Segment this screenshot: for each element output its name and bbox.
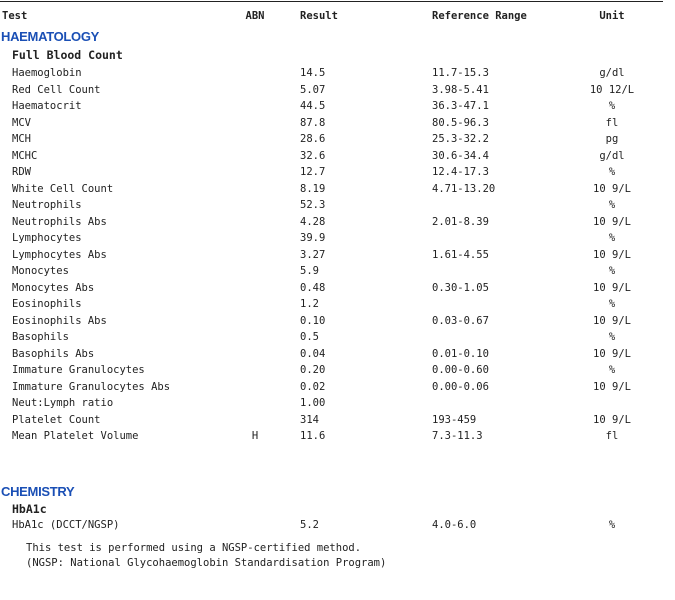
unit-value: fl bbox=[605, 116, 619, 129]
reference-range: 30.6-34.4 bbox=[432, 149, 489, 162]
test-name: Platelet Count bbox=[12, 413, 101, 426]
reference-range: 1.61-4.55 bbox=[432, 248, 489, 261]
table-row bbox=[0, 214, 675, 230]
reference-range: 2.01-8.39 bbox=[432, 215, 489, 228]
reference-range: 36.3-47.1 bbox=[432, 100, 489, 112]
header-abn: ABN bbox=[245, 10, 265, 22]
table-row bbox=[0, 82, 675, 98]
header-test: Test bbox=[2, 10, 28, 22]
test-name: Monocytes bbox=[12, 265, 69, 277]
unit-value: pg bbox=[605, 133, 619, 145]
table-row bbox=[0, 379, 675, 395]
panel-hba1c: HbA1c bbox=[12, 502, 47, 516]
reference-range: 12.4-17.3 bbox=[432, 166, 489, 178]
table-row bbox=[0, 164, 675, 180]
test-name: Neut:Lymph ratio bbox=[12, 397, 114, 409]
table-row bbox=[0, 98, 675, 114]
test-name: Neutrophils bbox=[12, 199, 82, 211]
table-row bbox=[0, 197, 675, 213]
reference-range: 0.30-1.05 bbox=[432, 281, 489, 294]
test-name: Immature Granulocytes Abs bbox=[12, 380, 171, 393]
test-name: Neutrophils Abs bbox=[12, 215, 107, 228]
table-row bbox=[0, 181, 675, 197]
table-row bbox=[0, 517, 675, 533]
test-name: HbA1c (DCCT/NGSP) bbox=[12, 519, 120, 531]
unit-value: % bbox=[608, 519, 616, 531]
result-value: 5.07 bbox=[300, 83, 326, 96]
ngsp-note: (NGSP: National Glycohaemoglobin Standardisation Program) bbox=[26, 557, 387, 569]
unit-value: fl bbox=[605, 430, 619, 442]
reference-range: 4.71-13.20 bbox=[432, 182, 496, 195]
table-row bbox=[0, 329, 675, 345]
table-row bbox=[0, 115, 675, 131]
result-value: 0.5 bbox=[300, 331, 319, 343]
test-name: MCHC bbox=[12, 149, 38, 162]
unit-value: 10 9/L bbox=[593, 380, 631, 393]
test-name: Red Cell Count bbox=[12, 83, 101, 96]
reference-range: 80.5-96.3 bbox=[432, 116, 489, 129]
unit-value: % bbox=[608, 100, 616, 112]
test-name: Lymphocytes Abs bbox=[12, 248, 107, 261]
result-value: 12.7 bbox=[300, 166, 326, 178]
header-reference-range: Reference Range bbox=[432, 10, 527, 22]
table-row bbox=[0, 296, 675, 312]
result-value: 5.2 bbox=[300, 519, 319, 531]
test-name: Basophils bbox=[12, 331, 69, 343]
unit-value: 10 12/L bbox=[589, 83, 635, 96]
test-name: Eosinophils bbox=[12, 298, 82, 310]
result-value: 28.6 bbox=[300, 133, 326, 145]
unit-value: 10 9/L bbox=[593, 413, 631, 426]
unit-value: 10 9/L bbox=[593, 281, 631, 294]
table-row bbox=[0, 346, 675, 362]
table-row bbox=[0, 280, 675, 296]
section-haematology: HAEMATOLOGY bbox=[1, 29, 100, 44]
table-row bbox=[0, 362, 675, 378]
unit-value: % bbox=[608, 265, 616, 277]
unit-value: % bbox=[608, 199, 616, 211]
test-name: Lymphocytes bbox=[12, 232, 82, 244]
test-name: Haematocrit bbox=[12, 100, 82, 112]
table-header bbox=[0, 8, 675, 24]
result-value: 8.19 bbox=[300, 182, 326, 195]
reference-range: 0.01-0.10 bbox=[432, 347, 489, 360]
abnormal-flag: H bbox=[251, 430, 259, 442]
reference-range: 25.3-32.2 bbox=[432, 133, 489, 145]
unit-value: g/dl bbox=[599, 149, 625, 162]
test-name: MCV bbox=[12, 116, 31, 129]
reference-range: 11.7-15.3 bbox=[432, 67, 489, 79]
result-value: 0.10 bbox=[300, 314, 326, 327]
test-name: Monocytes Abs bbox=[12, 281, 95, 294]
unit-value: 10 9/L bbox=[593, 215, 631, 228]
test-name: MCH bbox=[12, 133, 31, 145]
reference-range: 4.0-6.0 bbox=[432, 519, 477, 531]
result-value: 4.28 bbox=[300, 215, 326, 228]
result-value: 0.20 bbox=[300, 364, 326, 376]
result-value: 14.5 bbox=[300, 67, 326, 79]
result-value: 32.6 bbox=[300, 149, 326, 162]
result-value: 44.5 bbox=[300, 100, 326, 112]
reference-range: 193-459 bbox=[432, 413, 477, 426]
unit-value: 10 9/L bbox=[593, 314, 631, 327]
table-row bbox=[0, 263, 675, 279]
unit-value: 10 9/L bbox=[593, 182, 631, 195]
result-value: 5.9 bbox=[300, 265, 319, 277]
table-row bbox=[0, 395, 675, 411]
result-value: 1.00 bbox=[300, 397, 326, 409]
reference-range: 0.00-0.60 bbox=[432, 364, 489, 376]
test-name: Basophils Abs bbox=[12, 347, 95, 360]
header-result: Result bbox=[300, 10, 338, 22]
table-row bbox=[0, 131, 675, 147]
test-name: Mean Platelet Volume bbox=[12, 430, 139, 442]
result-value: 0.48 bbox=[300, 281, 326, 294]
header-unit: Unit bbox=[599, 10, 625, 22]
result-value: 0.04 bbox=[300, 347, 326, 360]
unit-value: % bbox=[608, 298, 616, 310]
test-name: Immature Granulocytes bbox=[12, 364, 145, 376]
result-value: 11.6 bbox=[300, 430, 326, 442]
unit-value: % bbox=[608, 331, 616, 343]
test-name: RDW bbox=[12, 166, 31, 178]
unit-value: g/dl bbox=[599, 67, 625, 79]
table-row bbox=[0, 313, 675, 329]
unit-value: % bbox=[608, 364, 616, 376]
table-row bbox=[0, 428, 675, 444]
unit-value: 10 9/L bbox=[593, 248, 631, 261]
table-row bbox=[0, 148, 675, 164]
reference-range: 0.03-0.67 bbox=[432, 314, 489, 327]
result-value: 3.27 bbox=[300, 248, 326, 261]
result-value: 314 bbox=[300, 413, 319, 426]
section-chemistry: CHEMISTRY bbox=[1, 484, 75, 499]
unit-value: 10 9/L bbox=[593, 347, 631, 360]
panel-full-blood-count: Full Blood Count bbox=[12, 48, 123, 62]
unit-value: % bbox=[608, 232, 616, 244]
method-note: This test is performed using a NGSP-certified method. bbox=[26, 542, 362, 554]
result-value: 1.2 bbox=[300, 298, 319, 310]
top-rule bbox=[0, 1, 663, 2]
reference-range: 3.98-5.41 bbox=[432, 83, 489, 96]
table-row bbox=[0, 412, 675, 428]
table-row bbox=[0, 230, 675, 246]
result-value: 52.3 bbox=[300, 199, 326, 211]
reference-range: 7.3-11.3 bbox=[432, 430, 483, 442]
table-row bbox=[0, 65, 675, 81]
unit-value: % bbox=[608, 166, 616, 178]
test-name: Eosinophils Abs bbox=[12, 314, 107, 327]
test-name: White Cell Count bbox=[12, 182, 114, 195]
result-value: 87.8 bbox=[300, 116, 326, 129]
result-value: 0.02 bbox=[300, 380, 326, 393]
table-row bbox=[0, 247, 675, 263]
reference-range: 0.00-0.06 bbox=[432, 380, 489, 393]
result-value: 39.9 bbox=[300, 232, 326, 244]
test-name: Haemoglobin bbox=[12, 67, 82, 79]
